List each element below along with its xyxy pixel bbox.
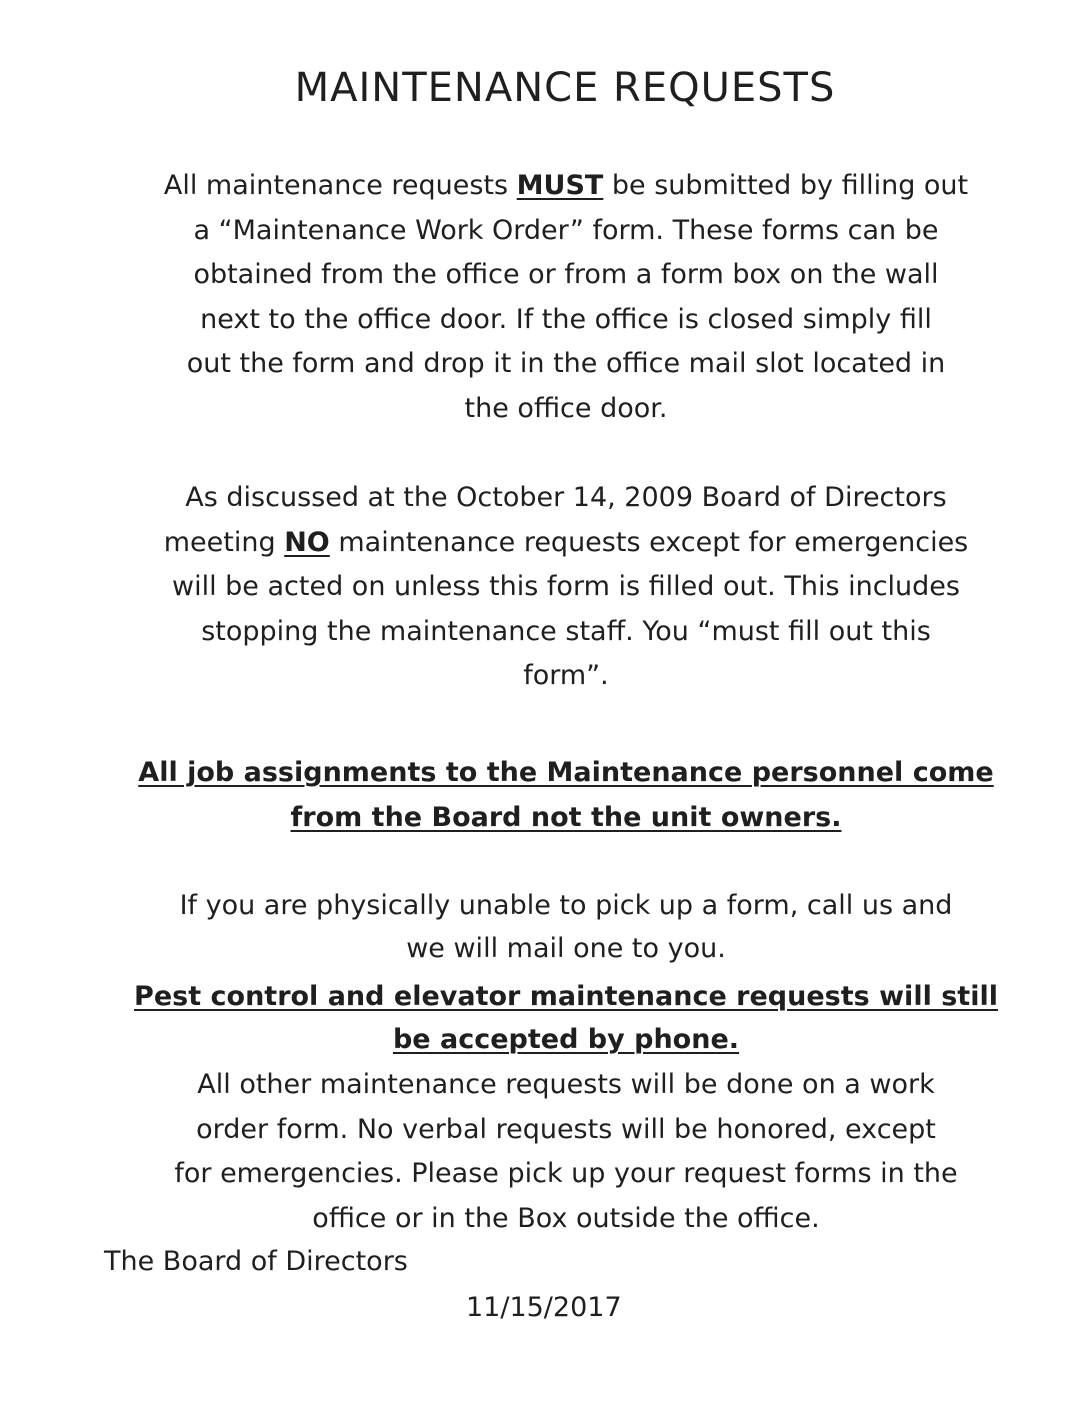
paragraph-line: order form. No verbal requests will be honored, except [196, 1113, 936, 1145]
phone-requests-notice [96, 975, 1036, 1061]
paragraph-line: form”. [523, 660, 609, 691]
notice-date: 11/15/2017 [466, 1292, 622, 1323]
paragraph-line: If you are physically unable to pick up a form, call us and [179, 890, 953, 921]
page-title: MAINTENANCE REQUESTS [294, 65, 836, 111]
paragraph-line: stopping the maintenance staff. You “must fill out this [201, 615, 931, 647]
signature: The Board of Directors [104, 1246, 408, 1277]
paragraph-line: from the Board not the unit owners. [290, 801, 842, 833]
paragraph-line: we will mail one to you. [406, 933, 726, 964]
paragraph-line: next to the office door. If the office is closed simply fill [200, 303, 932, 335]
submission-paragraph [96, 164, 1036, 431]
paragraph-line: All maintenance requests MUST be submitted by filling out [163, 170, 969, 201]
other-requests-paragraph [96, 1063, 1036, 1241]
paragraph-line: out the form and drop it in the office mail slot located in [186, 348, 946, 379]
paragraph-line: obtained from the office or from a form box on the wall [193, 259, 939, 290]
no-emphasis: NO [284, 526, 330, 558]
must-emphasis: MUST [516, 170, 604, 201]
paragraph-line: As discussed at the October 14, 2009 Board of Directors [185, 482, 947, 513]
physically-unable-paragraph [96, 884, 1036, 970]
paragraph-line: will be acted on unless this form is filled out. This includes [172, 571, 960, 602]
paragraph-line: for emergencies. Please pick up your request forms in the [174, 1158, 958, 1189]
job-assignments-notice [96, 751, 1036, 840]
paragraph-line: All job assignments to the Maintenance personnel come [138, 757, 994, 788]
paragraph-line: be accepted by phone. [392, 1024, 740, 1055]
paragraph-line: office or in the Box outside the office. [312, 1202, 820, 1234]
board-meeting-paragraph [96, 476, 1036, 699]
paragraph-line: Pest control and elevator maintenance requests will still [134, 981, 998, 1012]
paragraph-line: the office door. [464, 392, 668, 424]
paragraph-line: a “Maintenance Work Order” form. These forms can be [193, 214, 939, 246]
paragraph-line: All other maintenance requests will be done on a work [197, 1069, 935, 1100]
paragraph-line: meeting NO maintenance requests except for emergencies [163, 526, 969, 558]
